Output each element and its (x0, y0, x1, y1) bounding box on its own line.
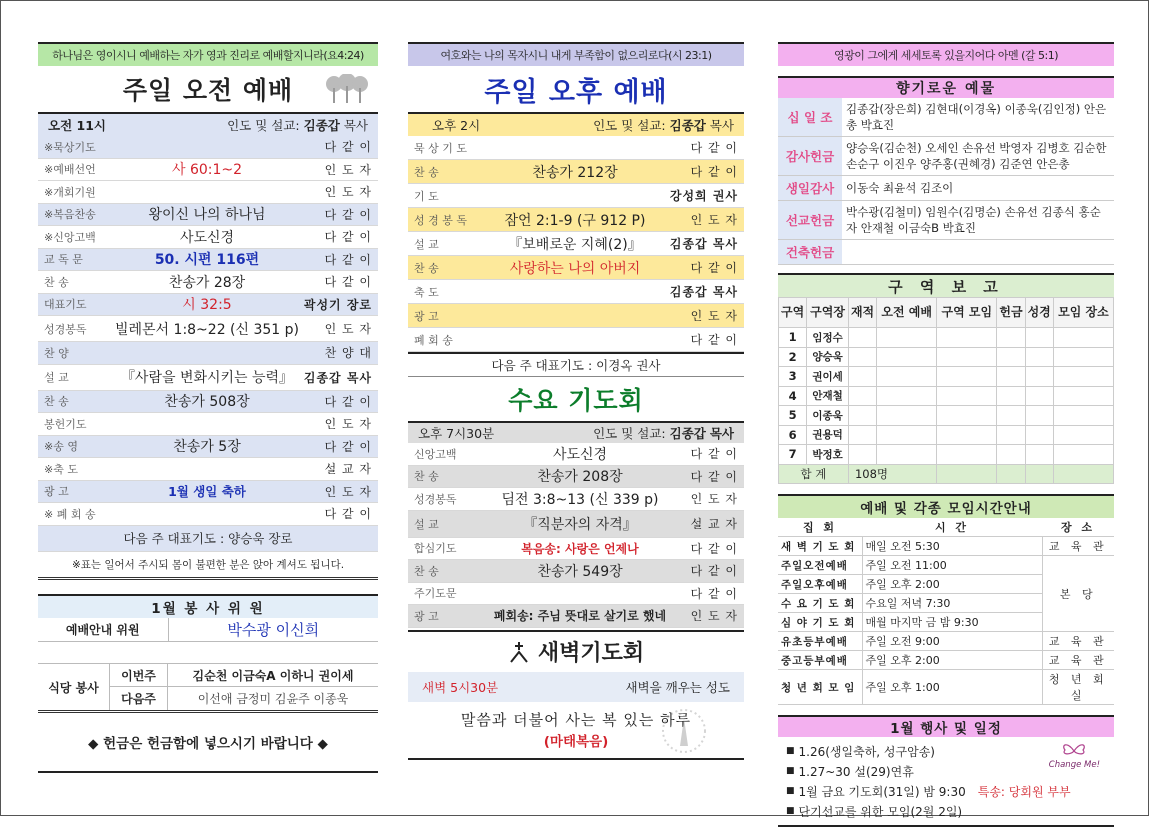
afternoon-order-list (408, 136, 744, 352)
district-header: 재적 (848, 298, 876, 328)
district-no: 3 (779, 367, 807, 387)
order-row (408, 466, 744, 489)
afternoon-time: 오후 2시 (432, 118, 481, 133)
order-content: 『사람을 변화시키는 능력』 (120, 370, 294, 386)
district-table (778, 297, 1114, 484)
order-content: 사도신경 (179, 229, 235, 246)
schedule-header: 장 소 (1042, 518, 1114, 537)
schedule-time: 주일 오전 9:00 (862, 632, 1042, 651)
order-row (408, 304, 744, 328)
order-row (408, 208, 744, 232)
schedule-row (778, 632, 1114, 651)
district-leader: 임정수 (807, 328, 849, 348)
offering-title: 향기로운 예물 (778, 78, 1114, 98)
order-row (38, 316, 378, 342)
schedule-time: 매월 마지막 금 밤 9:30 (862, 613, 1042, 632)
order-label: 설 교 (414, 517, 439, 531)
event-item (786, 801, 1106, 821)
event-text: 1.27~30 설(29)연휴 (798, 764, 914, 779)
order-content: 『직분자의 자격』 (523, 516, 637, 533)
order-role: 다 같 이 (690, 141, 738, 155)
order-label: 설 교 (414, 237, 439, 251)
next-week-value: 이선애 금정미 김윤주 이종욱 (197, 692, 349, 706)
order-row (408, 488, 744, 511)
dawn-title-area (408, 630, 744, 672)
leader-label: 인도 및 설교: (593, 118, 666, 133)
district-leader: 박정호 (807, 445, 849, 465)
district-no: 5 (779, 406, 807, 426)
order-role: 다 같 이 (324, 394, 372, 409)
offering-names: 김종갑(장은희) 김현대(이경옥) 이종욱(김인정) 안은총 박효진 (842, 98, 1114, 137)
district-total-row (779, 464, 1114, 484)
order-role: 인 도 자 (690, 609, 738, 624)
district-row (779, 367, 1114, 387)
bullet-icon: ■ (786, 766, 795, 776)
order-label: 교 독 문 (44, 253, 83, 267)
order-label: 폐 회 송 (414, 333, 453, 347)
leader-name: 김종갑 (669, 426, 706, 441)
tree-icon (324, 74, 370, 104)
schedule-time: 수요일 저녁 7:30 (862, 594, 1042, 613)
morning-leader (227, 116, 368, 134)
order-role: 다 같 이 (324, 275, 372, 290)
schedule-name: 유초등부예배 (778, 632, 862, 651)
order-role: 다 같 이 (690, 586, 738, 601)
total-label: 합 계 (779, 464, 849, 484)
offering-names (842, 240, 1114, 265)
order-row (38, 204, 378, 227)
order-role: 다 같 이 (324, 507, 372, 522)
order-content: 빌레몬서 1:8~22 (신 351 p) (114, 321, 300, 338)
morning-time: 오전 11시 (48, 118, 106, 133)
order-content: 50. 시편 116편 (154, 252, 260, 269)
morning-title-text: 주일 오전 예배 (122, 76, 294, 105)
schedule-name: 청 년 회 모 임 (778, 670, 862, 705)
leader-label: 인도 및 설교: (593, 426, 666, 441)
district-header: 구역장 (807, 298, 849, 328)
order-label: 축 도 (414, 285, 439, 299)
schedule-name: 심 야 기 도 회 (778, 613, 862, 632)
order-row (408, 443, 744, 466)
offering-table (778, 98, 1114, 265)
order-label: ※복음찬송 (44, 208, 96, 222)
afternoon-service-title: 주일 오후 예배 (484, 76, 668, 108)
order-row (408, 560, 744, 583)
order-role: 설 교 자 (690, 517, 738, 531)
bullet-icon: ■ (786, 806, 795, 816)
schedule-row (778, 651, 1114, 670)
order-role: 인 도 자 (690, 492, 738, 507)
district-row (779, 445, 1114, 465)
event-item (786, 781, 1106, 801)
dawn-info (408, 672, 744, 702)
order-content: 『보배로운 지혜(2)』 (508, 236, 642, 253)
order-content: 사랑하는 나의 아버지 (509, 260, 641, 277)
order-label: 봉헌기도 (44, 417, 87, 431)
order-label: ※ 폐 회 송 (44, 507, 96, 521)
order-role: 인 도 자 (324, 162, 372, 177)
order-label: 성 경 봉 독 (414, 213, 467, 227)
verse-banner: 영광이 그에게 세세토록 있을지어다 아멘 (갈 5:1) (778, 42, 1114, 66)
order-role: 인 도 자 (324, 417, 372, 432)
district-title: 구 역 보 고 (778, 275, 1114, 297)
schedule-table (778, 518, 1114, 705)
event-special: 특송: 당회원 부부 (977, 784, 1071, 799)
butterfly-icon (1059, 741, 1089, 757)
order-row (38, 342, 378, 365)
offering-label: 감사헌금 (778, 137, 842, 176)
volunteer-section (38, 594, 378, 714)
meal-label: 식당 봉사 (38, 664, 110, 710)
district-no: 2 (779, 347, 807, 367)
offering-names: 양승욱(김순천) 오세인 손유선 박영자 김병호 김순한 손순구 이진우 양주홍(권혜경) 김준연 안은총 (842, 137, 1114, 176)
dawn-time: 새벽 5시30분 (422, 679, 499, 695)
order-role: 다 같 이 (324, 230, 372, 245)
order-role: 인 도 자 (324, 322, 372, 336)
schedule-name: 수 요 기 도 회 (778, 594, 862, 613)
dawn-quote: 말씀과 더불어 사는 복 있는 하루 (460, 711, 692, 729)
order-row (408, 280, 744, 304)
offering-section (778, 76, 1114, 265)
order-label: 찬 송 (414, 261, 439, 275)
order-row (38, 271, 378, 294)
district-row (779, 425, 1114, 445)
offering-names: 이동숙 최윤석 김조이 (842, 176, 1114, 201)
offering-label: 선교헌금 (778, 201, 842, 240)
leader-title: 목사 (709, 118, 734, 133)
order-content: 시 32:5 (182, 297, 232, 314)
district-no: 4 (779, 386, 807, 406)
schedule-row (778, 556, 1114, 575)
order-role: 다 같 이 (324, 207, 372, 222)
schedule-time: 주일 오전 11:00 (862, 556, 1042, 575)
order-label: 찬 양 (44, 346, 69, 360)
order-role: 다 같 이 (690, 261, 738, 275)
order-label: 광 고 (414, 609, 439, 623)
schedule-title: 예배 및 각종 모임시간안내 (778, 496, 1114, 518)
order-role: 곽성기 장로 (303, 297, 372, 312)
order-role: 다 같 이 (324, 252, 372, 267)
order-content: 사 60:1~2 (171, 162, 243, 179)
schedule-header: 시 간 (862, 518, 1042, 537)
dawn-desc: 새벽을 깨우는 성도 (625, 679, 730, 695)
order-label: 기 도 (414, 189, 439, 203)
order-role: 인 도 자 (324, 185, 372, 200)
morning-header (38, 112, 378, 136)
schedule-name: 주일오전예배 (778, 556, 862, 575)
dawn-title: 새벽기도회 (537, 641, 645, 666)
district-leader: 이종욱 (807, 406, 849, 426)
order-role: 강성희 권사 (669, 189, 738, 203)
order-row (408, 256, 744, 280)
order-row (38, 136, 378, 159)
order-row (408, 136, 744, 160)
leader-title: 목사 (709, 426, 734, 441)
wednesday-leader (593, 424, 734, 442)
order-label: ※축 도 (44, 462, 78, 476)
order-label: ※개회기원 (44, 185, 96, 199)
cross-person-icon (508, 641, 530, 663)
schedule-name: 중고등부예배 (778, 651, 862, 670)
order-row (38, 249, 378, 272)
order-content: 찬송가 208장 (537, 469, 623, 486)
order-label: 설 교 (44, 371, 69, 384)
column-reports (778, 42, 1114, 827)
order-row (38, 391, 378, 414)
order-row (38, 226, 378, 249)
bullet-icon: ■ (786, 746, 795, 756)
order-content: 찬송가 28장 (168, 274, 246, 291)
order-label: 신앙고백 (414, 447, 457, 461)
order-row (38, 481, 378, 504)
district-row (779, 406, 1114, 426)
standing-note: ※표는 일어서 주시되 몸이 불편한 분은 앉아 계셔도 됩니다. (38, 552, 378, 580)
order-role: 인 도 자 (690, 213, 738, 227)
order-label: 찬 송 (44, 395, 69, 409)
order-content: 찬송가 508장 (164, 394, 250, 411)
offering-label: 십 일 조 (778, 98, 842, 137)
offering-row (778, 137, 1114, 176)
order-label: 성경봉독 (44, 322, 87, 336)
district-no: 7 (779, 445, 807, 465)
order-content: 왕이신 나의 하나님 (148, 207, 266, 224)
verse-banner: 여호와는 나의 목자시니 내게 부족함이 없으리로다(시 23:1) (408, 42, 744, 66)
usher-label: 예배안내 위원 (38, 618, 168, 642)
order-role: 설 교 자 (324, 462, 372, 477)
district-no: 1 (779, 328, 807, 348)
column-morning-service (38, 42, 378, 773)
schedule-time: 매일 오전 5:30 (862, 537, 1042, 556)
order-row (38, 294, 378, 317)
event-text: 1.26(생일축하, 성구암송) (798, 744, 935, 759)
district-no: 6 (779, 425, 807, 445)
order-role: 다 같 이 (690, 447, 738, 462)
district-leader: 권이세 (807, 367, 849, 387)
district-section (778, 273, 1114, 484)
order-row (408, 511, 744, 538)
district-row (779, 328, 1114, 348)
offering-note: ◆ 헌금은 헌금함에 넣으시기 바랍니다 ◆ (38, 713, 378, 773)
meal-service (38, 664, 378, 713)
order-row (408, 232, 744, 256)
order-label: ※묵상기도 (44, 140, 96, 154)
events-title: 1월 행사 및 일정 (778, 717, 1114, 737)
wednesday-time: 오후 7시30분 (418, 426, 495, 441)
next-prayer: 다음 주 대표기도 : 양승욱 장로 (38, 526, 378, 552)
order-content: 찬송가 5장 (173, 439, 241, 456)
district-header: 구역 모임 (937, 298, 997, 328)
order-role: 다 같 이 (324, 140, 372, 155)
wednesday-order-list (408, 443, 744, 628)
order-role: 인 도 자 (324, 484, 372, 499)
order-row (408, 160, 744, 184)
next-prayer: 다음 주 대표기도 : 이경옥 권사 (408, 352, 744, 377)
order-role: 다 같 이 (690, 541, 738, 556)
this-week-value: 김순천 이금숙A 이하니 권이세 (192, 668, 354, 683)
order-role: 다 같 이 (324, 439, 372, 454)
afternoon-leader (593, 116, 734, 134)
order-role: 인 도 자 (690, 309, 738, 323)
order-label: 묵 상 기 도 (414, 141, 467, 155)
event-text: 단기선교를 위한 모임(2월 2일) (798, 804, 963, 819)
volunteer-title: 1월 봉 사 위 원 (38, 596, 378, 618)
dawn-ref: (마태복음) (543, 734, 609, 750)
order-label: ※신앙고백 (44, 230, 96, 244)
leader-label: 인도 및 설교: (227, 118, 300, 133)
logo-text: Change Me! (1048, 760, 1100, 770)
order-content: 찬송가 549장 (537, 563, 623, 580)
order-label: 주기도문 (414, 587, 457, 601)
order-label: 대표기도 (44, 298, 87, 312)
offering-row (778, 176, 1114, 201)
bullet-icon: ■ (786, 786, 795, 796)
order-label: ※송 영 (44, 440, 78, 454)
offering-label: 생일감사 (778, 176, 842, 201)
schedule-name: 새 벽 기 도 회 (778, 537, 862, 556)
order-role: 찬 양 대 (324, 346, 372, 361)
schedule-name: 주일오후예배 (778, 575, 862, 594)
leader-name: 김종갑 (303, 118, 340, 133)
morning-service-title (38, 66, 378, 112)
order-content: 폐회송: 주님 뜻대로 살기로 했네 (493, 609, 667, 624)
offering-names: 박수광(김철미) 임원수(김명순) 손유선 김종식 홍순자 안재철 이금숙B 박효진 (842, 201, 1114, 240)
schedule-time: 주일 오후 2:00 (862, 575, 1042, 594)
events-list (778, 737, 1114, 825)
order-label: 광 고 (44, 485, 69, 499)
order-content: 사도신경 (552, 446, 608, 463)
order-label: 찬 송 (44, 275, 69, 289)
order-label: 찬 송 (414, 165, 439, 179)
order-row (408, 328, 744, 352)
order-row (38, 159, 378, 182)
order-row (38, 181, 378, 204)
offering-row (778, 240, 1114, 265)
dawn-quote-area (408, 702, 744, 760)
schedule-row (778, 537, 1114, 556)
order-row (38, 365, 378, 391)
district-leader: 안재철 (807, 386, 849, 406)
wednesday-title: 수요 기도회 (508, 386, 644, 415)
district-row (779, 386, 1114, 406)
order-content: 딤전 3:8~13 (신 339 p) (501, 491, 659, 508)
schedule-place: 교 육 관 (1042, 651, 1114, 670)
order-row (38, 436, 378, 459)
next-week-label: 다음주 (110, 687, 168, 710)
order-row (408, 605, 744, 628)
order-content: 찬송가 212장 (532, 164, 618, 181)
order-label: ※예배선언 (44, 163, 96, 177)
order-label: 성경봉독 (414, 492, 457, 506)
leader-name: 김종갑 (669, 118, 706, 133)
order-role: 다 같 이 (690, 165, 738, 179)
order-label: 찬 송 (414, 564, 439, 578)
order-row (408, 184, 744, 208)
schedule-header-row (778, 518, 1114, 537)
order-role: 김종갑 목사 (669, 237, 738, 251)
schedule-place: 교 육 관 (1042, 537, 1114, 556)
district-header-row (779, 298, 1114, 328)
order-label: 합심기도 (414, 542, 457, 556)
schedule-section (778, 494, 1114, 705)
district-row (779, 347, 1114, 367)
order-content: 복음송: 사랑은 언제나 (521, 541, 639, 556)
offering-row (778, 201, 1114, 240)
leader-title: 목사 (343, 118, 368, 133)
order-label: 찬 송 (414, 470, 439, 484)
afternoon-header (408, 112, 744, 136)
order-row (408, 538, 744, 561)
morning-order-list (38, 136, 378, 526)
schedule-row (778, 670, 1114, 705)
offering-label: 건축헌금 (778, 240, 842, 265)
schedule-place: 교 육 관 (1042, 632, 1114, 651)
offering-row (778, 98, 1114, 137)
usher-value: 박수광 이신희 (227, 620, 320, 639)
district-header: 오전 예배 (877, 298, 937, 328)
order-row (38, 503, 378, 526)
district-header: 성경 (1025, 298, 1053, 328)
district-header: 구역 (779, 298, 807, 328)
order-content: 1월 생일 축하 (168, 484, 246, 500)
order-role: 다 같 이 (690, 564, 738, 579)
order-role: 김종갑 목사 (303, 370, 372, 385)
change-me-logo (1049, 741, 1100, 770)
district-header: 헌금 (997, 298, 1025, 328)
district-header: 모임 장소 (1053, 298, 1113, 328)
district-leader: 권용덕 (807, 425, 849, 445)
order-row (38, 413, 378, 436)
verse-banner: 하나님은 영이시니 예배하는 자가 영과 진리로 예배할지니라(요4:24) (38, 42, 378, 66)
order-label: 광 고 (414, 309, 439, 323)
volunteer-table (38, 618, 378, 665)
schedule-place: 본 당 (1042, 556, 1114, 632)
event-text: 1월 금요 기도회(31일) 밤 9:30 (798, 784, 966, 799)
order-row (38, 458, 378, 481)
this-week-label: 이번주 (110, 664, 168, 686)
schedule-place: 청 년 회 실 (1042, 670, 1114, 705)
schedule-header: 집 회 (778, 518, 862, 537)
wednesday-header (408, 421, 744, 443)
schedule-time: 주일 오후 1:00 (862, 670, 1042, 705)
column-afternoon-service (408, 42, 744, 760)
order-role: 다 같 이 (690, 333, 738, 347)
order-row (408, 583, 744, 606)
order-content: 잠언 2:1-9 (구 912 P) (504, 212, 646, 229)
district-leader: 양승욱 (807, 347, 849, 367)
schedule-time: 주일 오후 2:00 (862, 651, 1042, 670)
order-role: 다 같 이 (690, 469, 738, 484)
events-section (778, 715, 1114, 827)
praying-hands-icon (644, 708, 724, 754)
order-role: 김종갑 목사 (669, 285, 738, 299)
total-value: 108명 (848, 464, 936, 484)
